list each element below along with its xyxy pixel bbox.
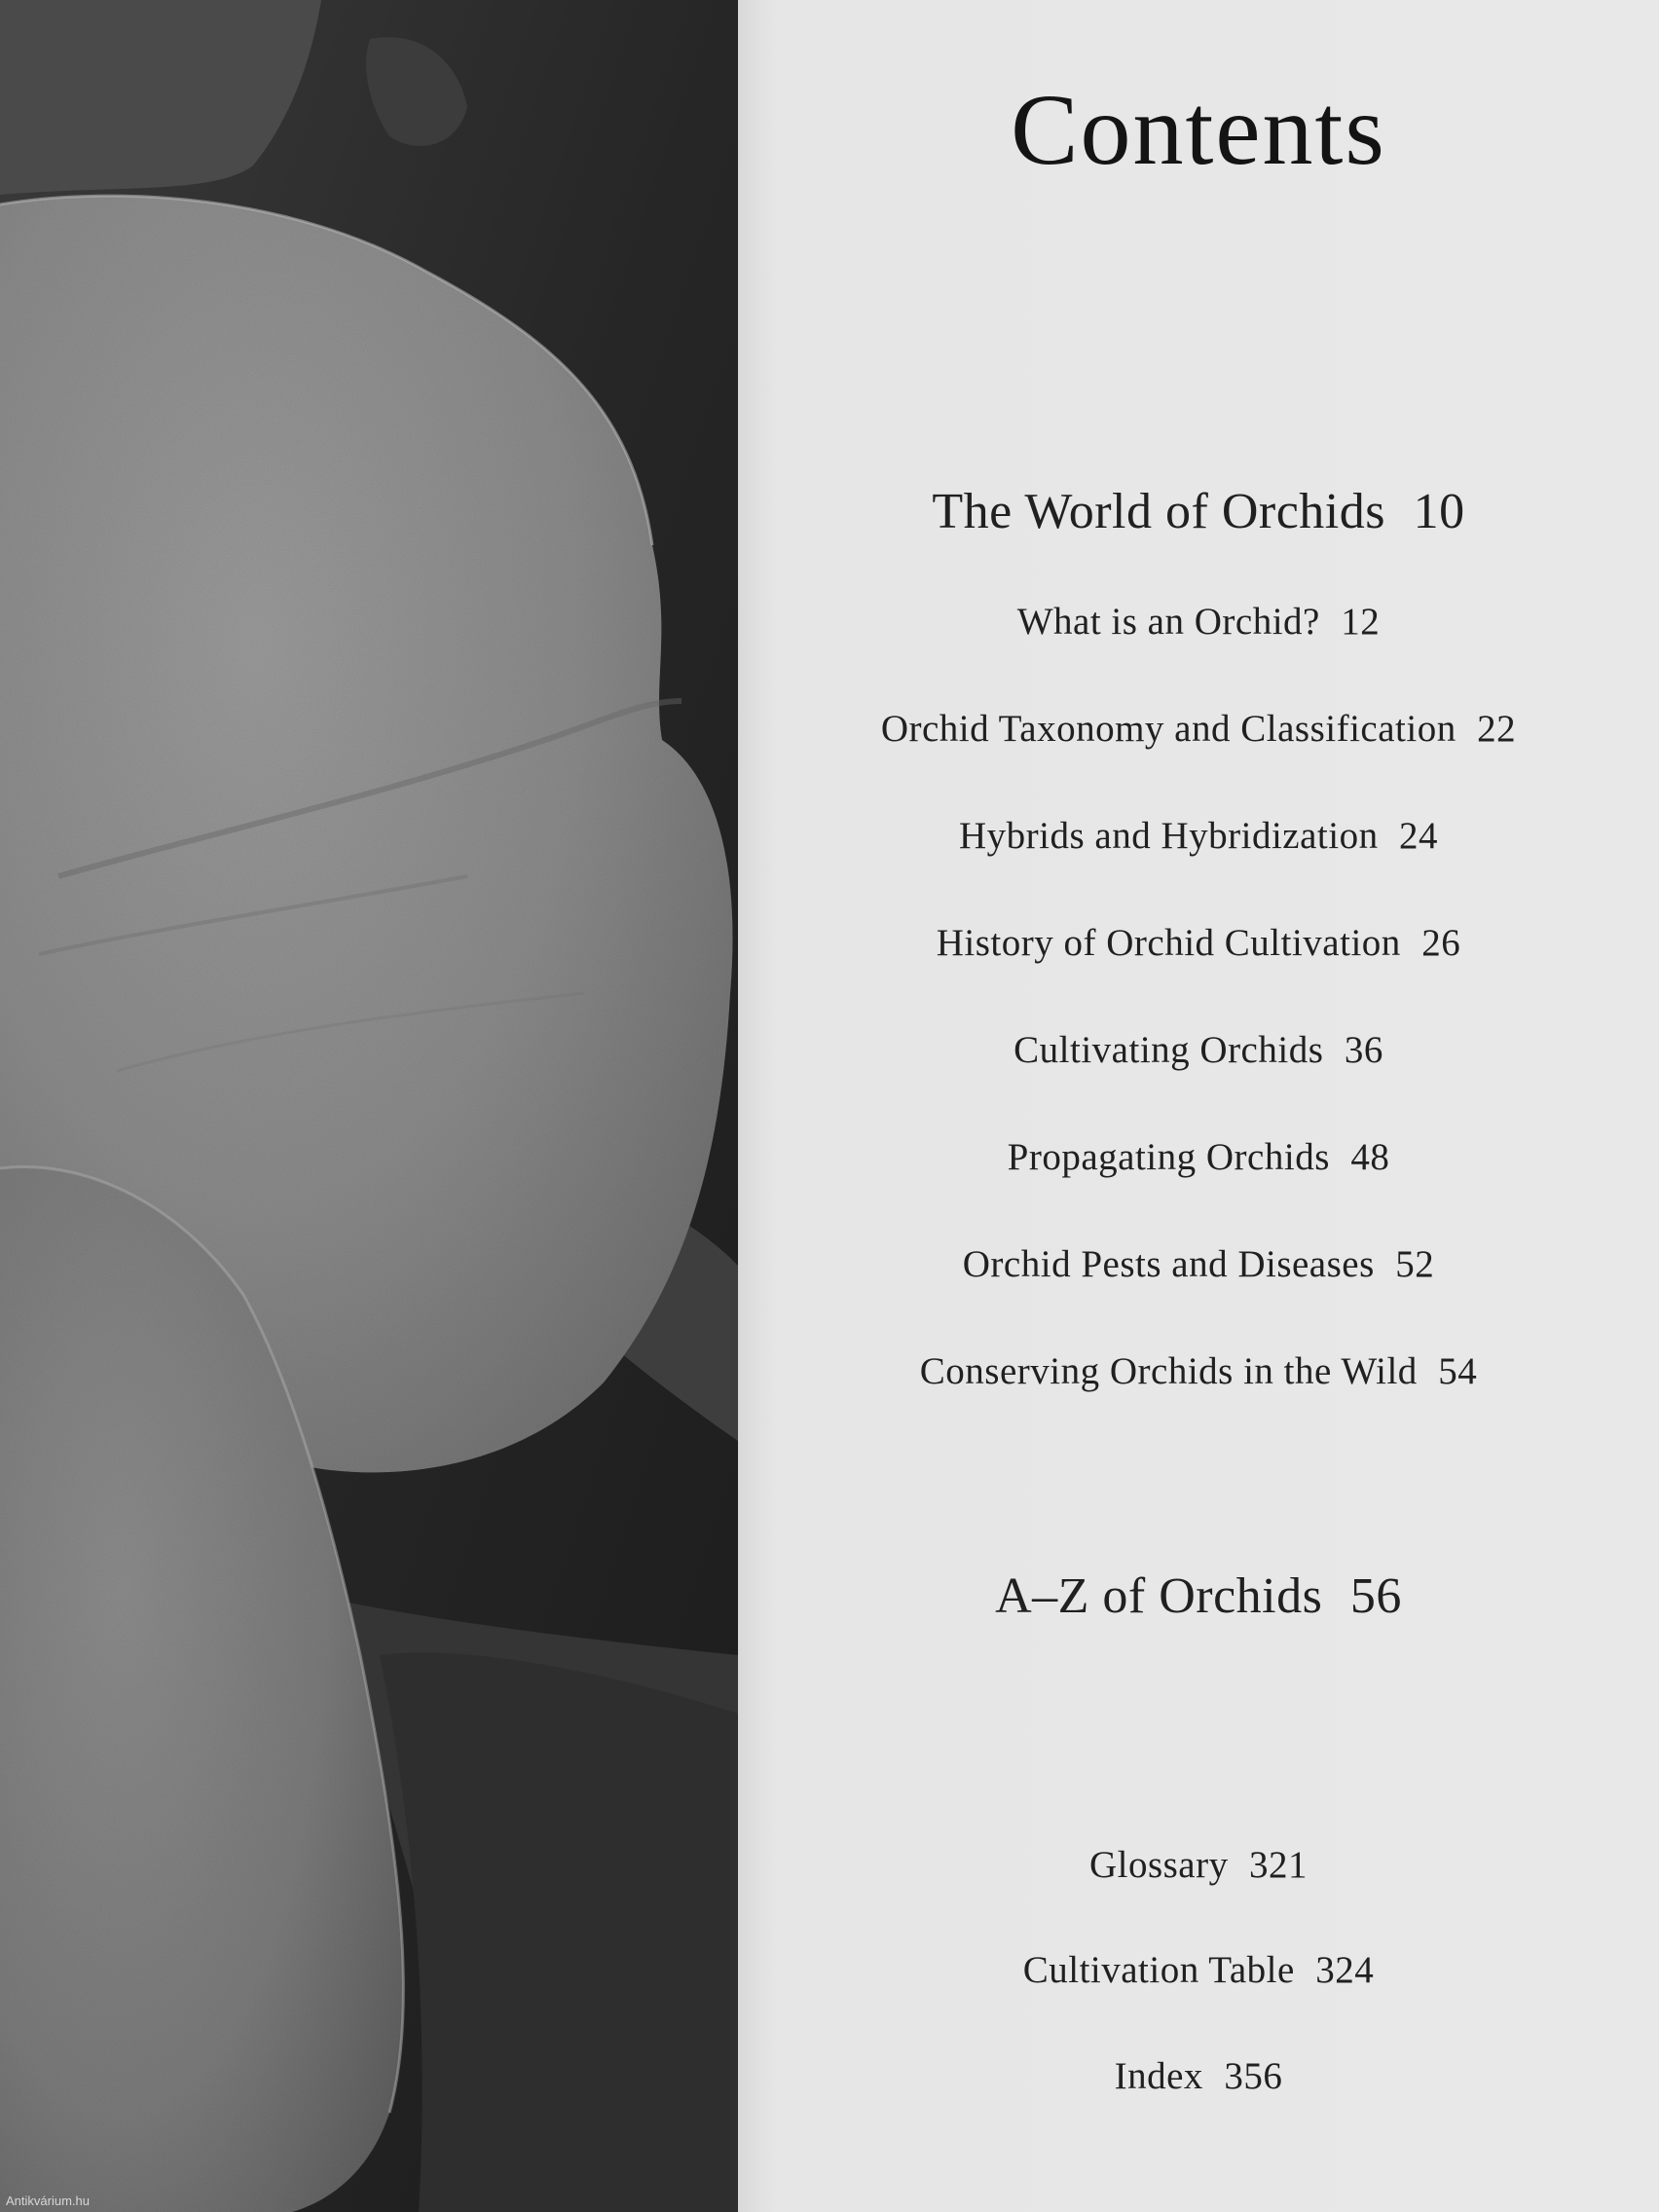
toc-item-page: 324 <box>1315 1949 1375 1991</box>
toc-item-page: 12 <box>1341 601 1381 643</box>
toc-backmatter-index <box>738 2057 1659 2095</box>
toc-section-page: 56 <box>1349 1568 1402 1624</box>
toc-item-page: 52 <box>1395 1243 1435 1285</box>
orchid-petals-image <box>0 0 738 2212</box>
toc-item-title: Orchid Pests and Diseases <box>962 1243 1375 1285</box>
toc-item-title: Cultivation Table <box>1022 1949 1295 1991</box>
toc-item-page: 54 <box>1438 1350 1478 1392</box>
toc-item-page: 356 <box>1224 2055 1283 2097</box>
toc-item-title: Conserving Orchids in the Wild <box>919 1350 1418 1392</box>
toc-item-page: 36 <box>1344 1029 1383 1071</box>
toc-item <box>738 1138 1659 1176</box>
toc-backmatter-glossary <box>738 1846 1659 1884</box>
toc-item-title: What is an Orchid? <box>1016 601 1320 643</box>
toc-item-title: Hybrids and Hybridization <box>958 815 1379 857</box>
toc-section-title: The World of Orchids <box>932 484 1385 539</box>
toc-item <box>738 1245 1659 1283</box>
toc-item <box>738 710 1659 748</box>
toc-item-page: 48 <box>1350 1136 1390 1178</box>
toc-item-title: Glossary <box>1088 1844 1229 1886</box>
toc-backmatter-cultivation-table <box>738 1951 1659 1989</box>
watermark-text: Antikvárium.hu <box>6 2194 90 2208</box>
page-title: Contents <box>1011 74 1386 186</box>
toc-item <box>738 603 1659 641</box>
toc-item <box>738 1031 1659 1069</box>
toc-item-page: 321 <box>1249 1844 1309 1886</box>
toc-section-world-of-orchids <box>738 484 1659 539</box>
toc-item <box>738 1352 1659 1390</box>
toc-section-a-z-of-orchids <box>738 1568 1659 1624</box>
contents-page <box>738 0 1659 2212</box>
toc-item-page: 24 <box>1399 815 1439 857</box>
toc-item-title: Propagating Orchids <box>1007 1136 1330 1178</box>
toc-item-page: 26 <box>1421 922 1461 964</box>
toc-item <box>738 817 1659 855</box>
toc-item-page: 22 <box>1477 708 1517 750</box>
toc-item <box>738 924 1659 962</box>
toc-item-title: History of Orchid Cultivation <box>936 922 1401 964</box>
toc-item-title: Orchid Taxonomy and Classification <box>880 708 1456 750</box>
toc-item-title: Cultivating Orchids <box>1014 1029 1324 1071</box>
toc-item-title: Index <box>1114 2055 1203 2097</box>
orchid-photo <box>0 0 738 2212</box>
toc-section-page: 10 <box>1413 484 1465 539</box>
toc-section-title: A–Z of Orchids <box>995 1568 1323 1624</box>
